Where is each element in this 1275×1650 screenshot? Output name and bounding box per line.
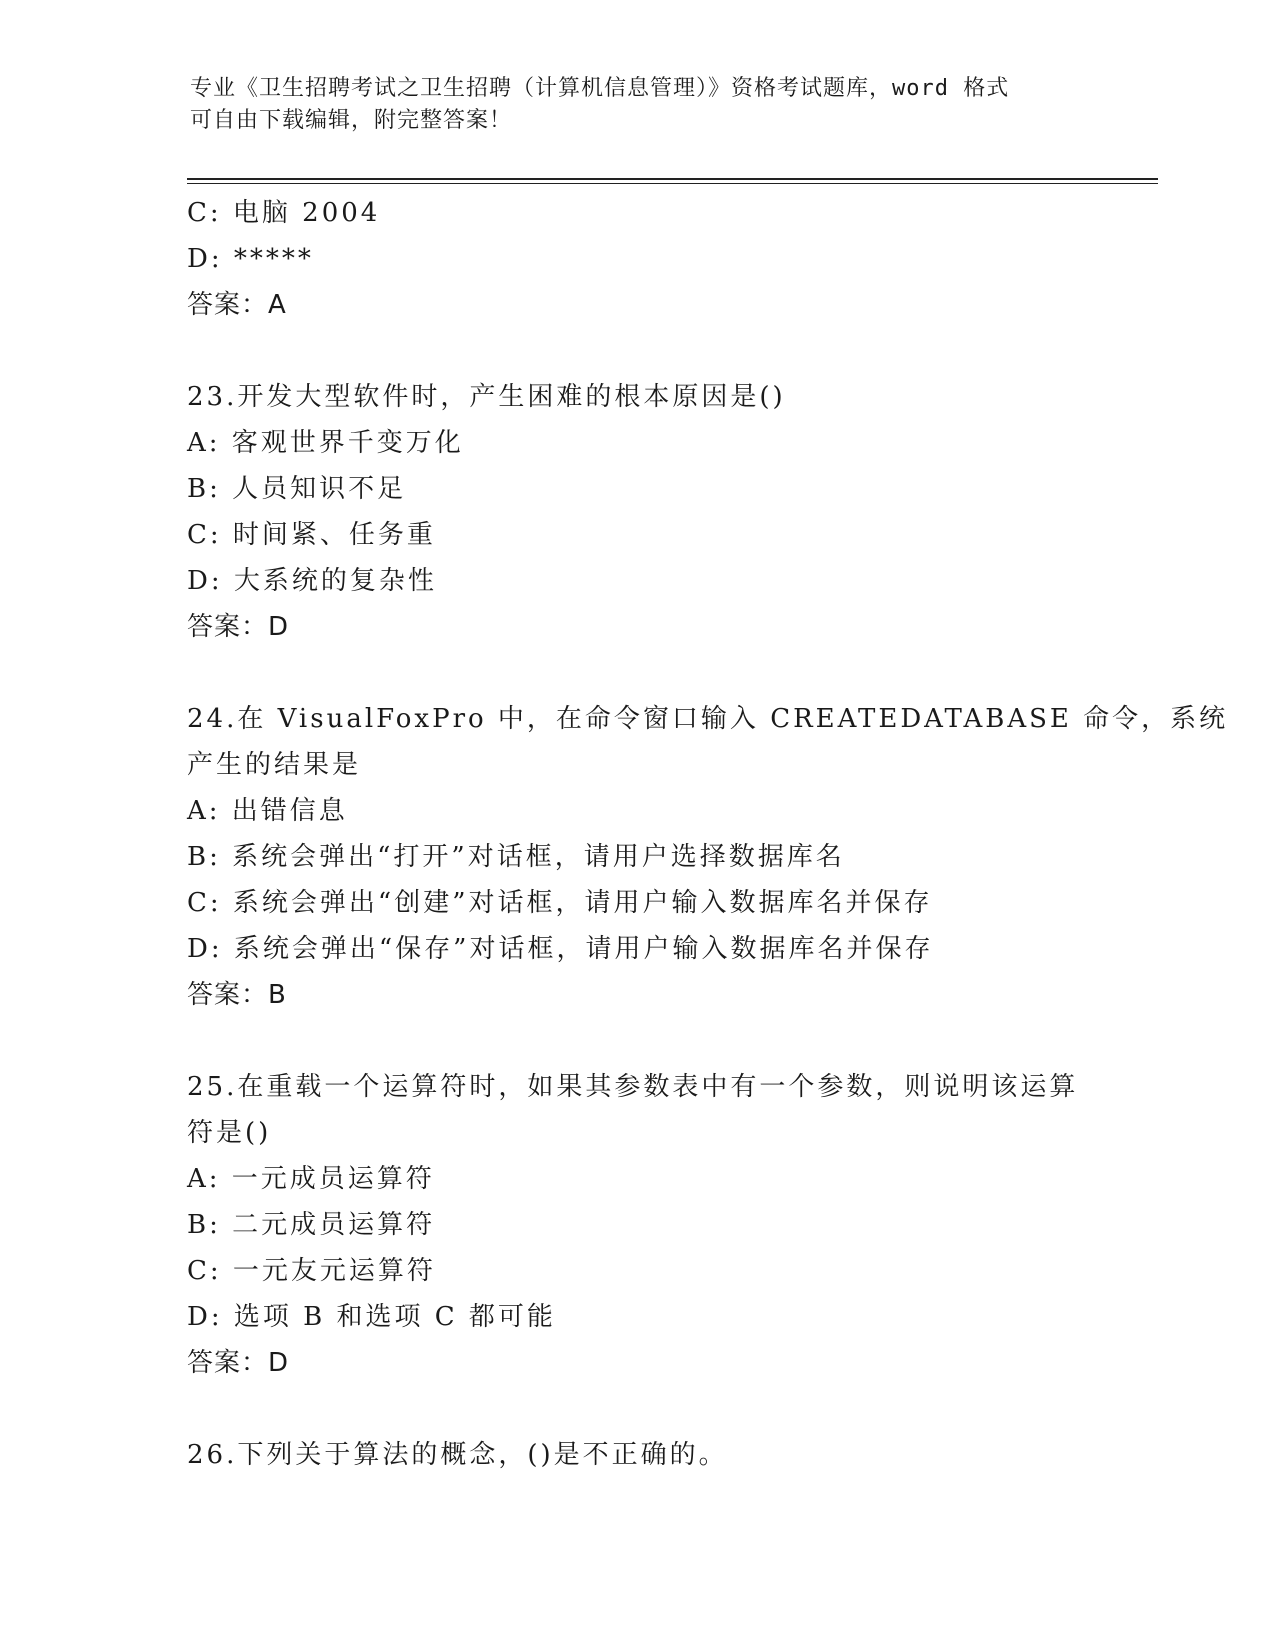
- spacer: [187, 1018, 1087, 1064]
- option-d: D: 系统会弹出“保存”对话框，请用户输入数据库名并保存: [187, 934, 934, 964]
- spacer: [187, 650, 1087, 696]
- question-23: [187, 374, 1087, 650]
- header-line-2: 可自由下载编辑，附完整答案！: [190, 108, 513, 133]
- option-d: D: *****: [187, 244, 314, 274]
- option-a: A: 出错信息: [187, 796, 348, 826]
- option-c: C: 系统会弹出“创建”对话框，请用户输入数据库名并保存: [187, 888, 933, 918]
- option-d: D: 选项 B 和选项 C 都可能: [187, 1302, 556, 1332]
- answer-line: 答案：D: [187, 1348, 290, 1378]
- option-a: A: 一元成员运算符: [187, 1164, 435, 1194]
- answer-line: 答案：D: [187, 612, 290, 642]
- option-a: A: 客观世界千变万化: [187, 428, 464, 458]
- header-divider-thin: [187, 183, 1158, 184]
- answer-line: 答案：B: [187, 980, 287, 1010]
- question-stem: 26.下列关于算法的概念，()是不正确的。: [187, 1440, 728, 1470]
- answer-line: 答案：A: [187, 290, 287, 320]
- spacer: [187, 1386, 1087, 1432]
- option-c: C: 时间紧、任务重: [187, 520, 436, 550]
- question-25: [187, 1064, 1087, 1386]
- question-stem-line-1: 25.在重载一个运算符时，如果其参数表中有一个参数，则说明该运算: [187, 1072, 1079, 1102]
- option-b: B: 人员知识不足: [187, 474, 407, 504]
- question-22-tail: [187, 190, 1087, 328]
- question-26: [187, 1432, 1087, 1478]
- question-24: [187, 696, 1229, 1018]
- spacer: [187, 328, 1087, 374]
- header-line-1: 专业《卫生招聘考试之卫生招聘（计算机信息管理）》资格考试题库，word 格式: [190, 76, 1010, 101]
- question-stem: 23.开发大型软件时，产生困难的根本原因是(): [187, 382, 786, 412]
- question-list: [187, 190, 1229, 1478]
- option-c: C: 一元友元运算符: [187, 1256, 436, 1286]
- option-d: D: 大系统的复杂性: [187, 566, 437, 596]
- header-divider-thick: [187, 178, 1158, 180]
- question-stem-line-2: 产生的结果是: [187, 750, 362, 780]
- option-b: B: 系统会弹出“打开”对话框，请用户选择数据库名: [187, 842, 845, 872]
- question-stem-line-2: 符是(): [187, 1118, 272, 1148]
- option-c: C: 电脑 2004: [187, 198, 381, 228]
- question-stem-line-1: 24.在 VisualFoxPro 中，在命令窗口输入 CREATEDATABASE 命令，系统: [187, 704, 1229, 734]
- document-header: [190, 73, 1090, 137]
- option-b: B: 二元成员运算符: [187, 1210, 436, 1240]
